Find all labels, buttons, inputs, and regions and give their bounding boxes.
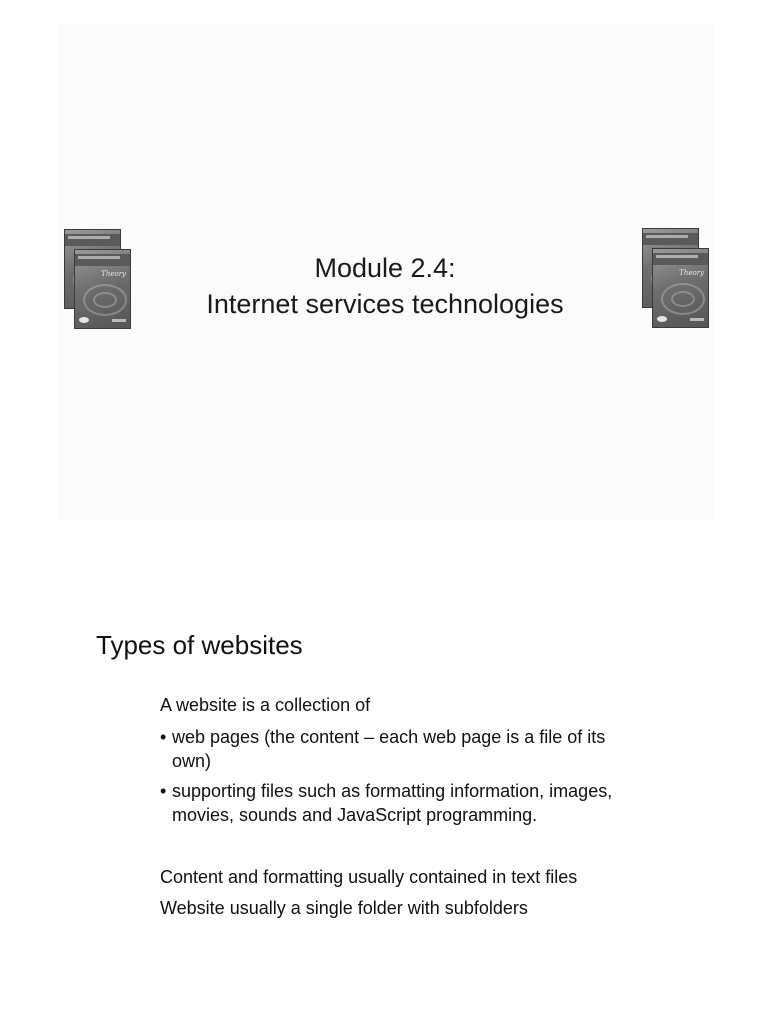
intro-text: A website is a collection of (160, 695, 371, 715)
bullet-symbol: • (160, 781, 167, 801)
title-line-2: Internet services technologies (206, 289, 564, 319)
bullet-symbol: • (160, 727, 167, 747)
section-heading: Types of websites (96, 630, 303, 660)
note-line: Content and formatting usually contained in text files (160, 867, 578, 887)
bullet-text-line-2: own) (172, 751, 212, 771)
note-line: Website usually a single folder with subfolders (160, 898, 528, 918)
bullet-text-line-1: supporting files such as formatting information, images, (172, 781, 613, 801)
bullet-text-line-2: movies, sounds and JavaScript programming. (172, 805, 538, 825)
slide-title (57, 250, 713, 322)
book-cover-label: Theory (101, 270, 126, 278)
bullet-text-line-1: web pages (the content – each web page is a file of its (172, 727, 606, 747)
book-cover-label: Theory (679, 269, 704, 277)
title-line-1: Module 2.4: (314, 253, 456, 283)
